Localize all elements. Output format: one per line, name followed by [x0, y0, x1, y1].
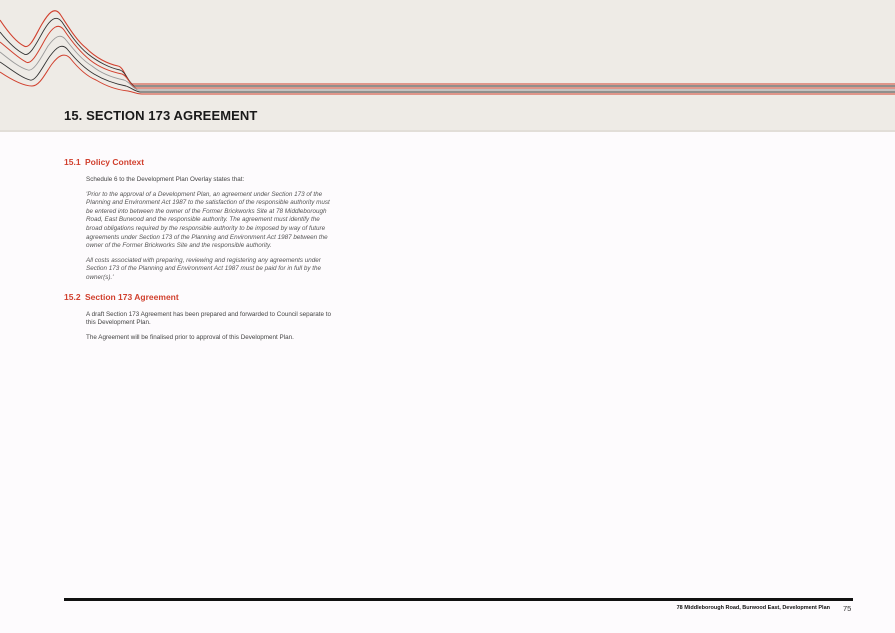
page-number: 75 [843, 604, 852, 613]
quote-paragraph: All costs associated with preparing, reviewing and registering any agreements under Section 173 of the Planning and Environment Act 1987 must be paid for in full by the owner(s).' [86, 256, 321, 281]
section-heading-15-1 [64, 157, 334, 167]
contour-line-2 [0, 18, 895, 86]
paragraph: A draft Section 173 Agreement has been prepared and forwarded to Council separate to this Development Plan. [86, 310, 332, 327]
contour-line-4 [0, 36, 895, 90]
paragraph: The Agreement will be finalised prior to approval of this Development Plan. [86, 333, 294, 341]
section-heading-15-2 [64, 292, 334, 302]
section-number: 15.1 [64, 157, 81, 167]
section-title: Policy Context [85, 157, 145, 167]
section-number: 15.2 [64, 291, 81, 302]
contour-line-5 [0, 46, 895, 92]
paragraph: Schedule 6 to the Development Plan Overlay states that: [86, 176, 245, 183]
footer-document-title: 78 Middleborough Road, Burwood East, Development Plan [676, 605, 830, 611]
section-title: Section 173 Agreement [85, 291, 179, 302]
contour-lines-graphic [0, 0, 895, 100]
footer-rule [64, 598, 853, 601]
page-title: 15. SECTION 173 AGREEMENT [64, 108, 258, 123]
contour-line-3 [0, 26, 895, 88]
contour-line-1 [0, 11, 895, 84]
document-body [64, 157, 334, 348]
quote-paragraph: 'Prior to the approval of a Development Plan, an agreement under Section 173 of the Planning and Environment Act 1987 to the satisfaction of the responsible authority must be entered into between the owner of the Former Brickworks Site at 78 Middleborough Road, East Burwood and the responsible authority. The agreement must identify the broad obligations required by the responsible authority to be imposed by way of future agreements under Section 173 of the Planning and Environment Act 1987 between the owner of the Former Brickworks Site and the responsible authority. [86, 190, 330, 250]
